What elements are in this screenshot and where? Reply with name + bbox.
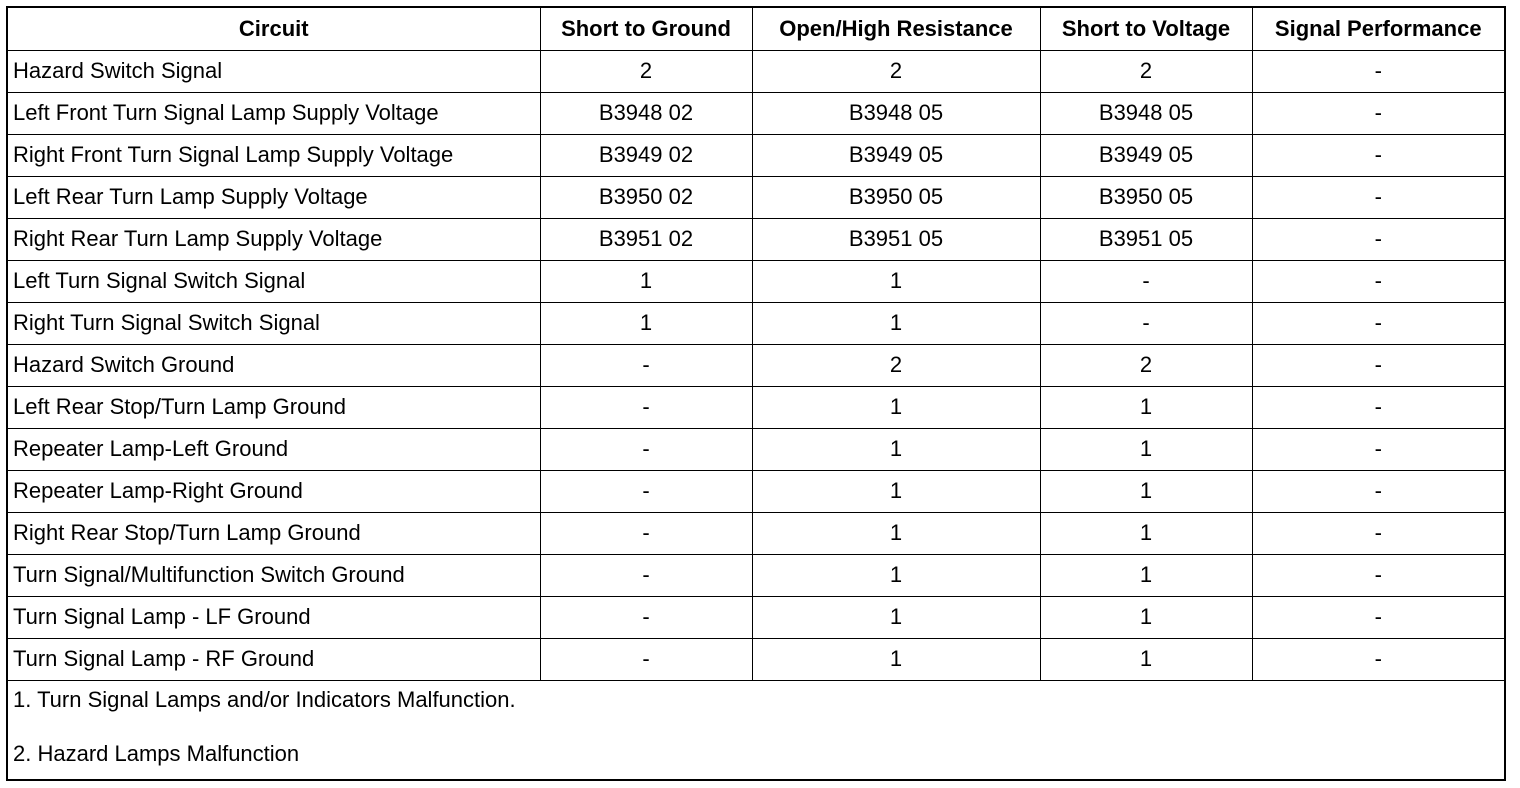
signal-performance-cell: - [1252, 638, 1504, 680]
footnote-2: 2. Hazard Lamps Malfunction [13, 740, 300, 766]
short-to-ground-cell: - [540, 554, 752, 596]
dtc-symptom-table-frame [6, 6, 1506, 781]
signal-performance-cell: - [1252, 596, 1504, 638]
open-high-resistance-cell: 1 [752, 596, 1040, 638]
signal-performance-cell: - [1252, 302, 1504, 344]
table-row [8, 92, 1504, 134]
short-to-ground-cell: 1 [540, 302, 752, 344]
signal-performance-cell: - [1252, 134, 1504, 176]
short-to-voltage-cell: B3950 05 [1040, 176, 1252, 218]
signal-performance-cell: - [1252, 386, 1504, 428]
footnotes [8, 681, 1504, 767]
short-to-ground-cell: - [540, 638, 752, 680]
table-row [8, 554, 1504, 596]
circuit-cell: Repeater Lamp-Left Ground [8, 428, 540, 470]
circuit-cell: Repeater Lamp-Right Ground [8, 470, 540, 512]
table-row [8, 260, 1504, 302]
footnote-1: 1. Turn Signal Lamps and/or Indicators Malfunction. [13, 686, 516, 712]
open-high-resistance-cell: B3950 05 [752, 176, 1040, 218]
short-to-ground-cell: - [540, 512, 752, 554]
open-high-resistance-cell: 1 [752, 512, 1040, 554]
short-to-ground-cell: - [540, 470, 752, 512]
circuit-cell: Turn Signal/Multifunction Switch Ground [8, 554, 540, 596]
short-to-voltage-cell: 1 [1040, 470, 1252, 512]
table-row [8, 218, 1504, 260]
short-to-voltage-cell: 1 [1040, 554, 1252, 596]
short-to-voltage-cell: 1 [1040, 512, 1252, 554]
circuit-cell: Left Rear Stop/Turn Lamp Ground [8, 386, 540, 428]
open-high-resistance-cell: 1 [752, 470, 1040, 512]
signal-performance-cell: - [1252, 50, 1504, 92]
signal-performance-cell: - [1252, 344, 1504, 386]
table-row [8, 470, 1504, 512]
open-high-resistance-cell: 1 [752, 386, 1040, 428]
circuit-cell: Right Rear Stop/Turn Lamp Ground [8, 512, 540, 554]
short-to-voltage-cell: - [1040, 302, 1252, 344]
signal-performance-cell: - [1252, 554, 1504, 596]
open-high-resistance-cell: 2 [752, 50, 1040, 92]
table-row [8, 50, 1504, 92]
circuit-cell: Turn Signal Lamp - LF Ground [8, 596, 540, 638]
circuit-cell: Hazard Switch Ground [8, 344, 540, 386]
header-open-high-resistance: Open/High Resistance [752, 8, 1040, 50]
signal-performance-cell: - [1252, 512, 1504, 554]
table-row [8, 302, 1504, 344]
table-row [8, 512, 1504, 554]
table-body [8, 50, 1504, 680]
open-high-resistance-cell: 1 [752, 638, 1040, 680]
signal-performance-cell: - [1252, 260, 1504, 302]
short-to-ground-cell: B3951 02 [540, 218, 752, 260]
dtc-symptom-table [8, 8, 1504, 681]
open-high-resistance-cell: 1 [752, 428, 1040, 470]
open-high-resistance-cell: B3951 05 [752, 218, 1040, 260]
short-to-ground-cell: B3949 02 [540, 134, 752, 176]
signal-performance-cell: - [1252, 176, 1504, 218]
short-to-ground-cell: B3950 02 [540, 176, 752, 218]
short-to-ground-cell: 1 [540, 260, 752, 302]
table-row [8, 344, 1504, 386]
short-to-ground-cell: - [540, 596, 752, 638]
header-short-to-voltage: Short to Voltage [1040, 8, 1252, 50]
short-to-voltage-cell: B3949 05 [1040, 134, 1252, 176]
signal-performance-cell: - [1252, 470, 1504, 512]
short-to-voltage-cell: B3948 05 [1040, 92, 1252, 134]
table-row [8, 386, 1504, 428]
table-row [8, 428, 1504, 470]
short-to-voltage-cell: - [1040, 260, 1252, 302]
short-to-ground-cell: 2 [540, 50, 752, 92]
short-to-voltage-cell: B3951 05 [1040, 218, 1252, 260]
table-row [8, 176, 1504, 218]
short-to-voltage-cell: 1 [1040, 638, 1252, 680]
header-signal-performance: Signal Performance [1252, 8, 1504, 50]
table-row [8, 134, 1504, 176]
open-high-resistance-cell: B3949 05 [752, 134, 1040, 176]
short-to-ground-cell: - [540, 344, 752, 386]
header-circuit: Circuit [8, 8, 540, 50]
open-high-resistance-cell: B3948 05 [752, 92, 1040, 134]
header-short-to-ground: Short to Ground [540, 8, 752, 50]
circuit-cell: Left Rear Turn Lamp Supply Voltage [8, 176, 540, 218]
short-to-ground-cell: B3948 02 [540, 92, 752, 134]
circuit-cell: Hazard Switch Signal [8, 50, 540, 92]
signal-performance-cell: - [1252, 92, 1504, 134]
header-row [8, 8, 1504, 50]
circuit-cell: Left Turn Signal Switch Signal [8, 260, 540, 302]
table-row [8, 638, 1504, 680]
table-row [8, 596, 1504, 638]
open-high-resistance-cell: 2 [752, 344, 1040, 386]
circuit-cell: Right Turn Signal Switch Signal [8, 302, 540, 344]
short-to-voltage-cell: 1 [1040, 386, 1252, 428]
signal-performance-cell: - [1252, 218, 1504, 260]
circuit-cell: Left Front Turn Signal Lamp Supply Voltage [8, 92, 540, 134]
open-high-resistance-cell: 1 [752, 554, 1040, 596]
short-to-voltage-cell: 1 [1040, 428, 1252, 470]
open-high-resistance-cell: 1 [752, 302, 1040, 344]
circuit-cell: Right Rear Turn Lamp Supply Voltage [8, 218, 540, 260]
circuit-cell: Turn Signal Lamp - RF Ground [8, 638, 540, 680]
short-to-voltage-cell: 1 [1040, 596, 1252, 638]
short-to-ground-cell: - [540, 386, 752, 428]
short-to-ground-cell: - [540, 428, 752, 470]
signal-performance-cell: - [1252, 428, 1504, 470]
open-high-resistance-cell: 1 [752, 260, 1040, 302]
circuit-cell: Right Front Turn Signal Lamp Supply Voltage [8, 134, 540, 176]
short-to-voltage-cell: 2 [1040, 50, 1252, 92]
short-to-voltage-cell: 2 [1040, 344, 1252, 386]
